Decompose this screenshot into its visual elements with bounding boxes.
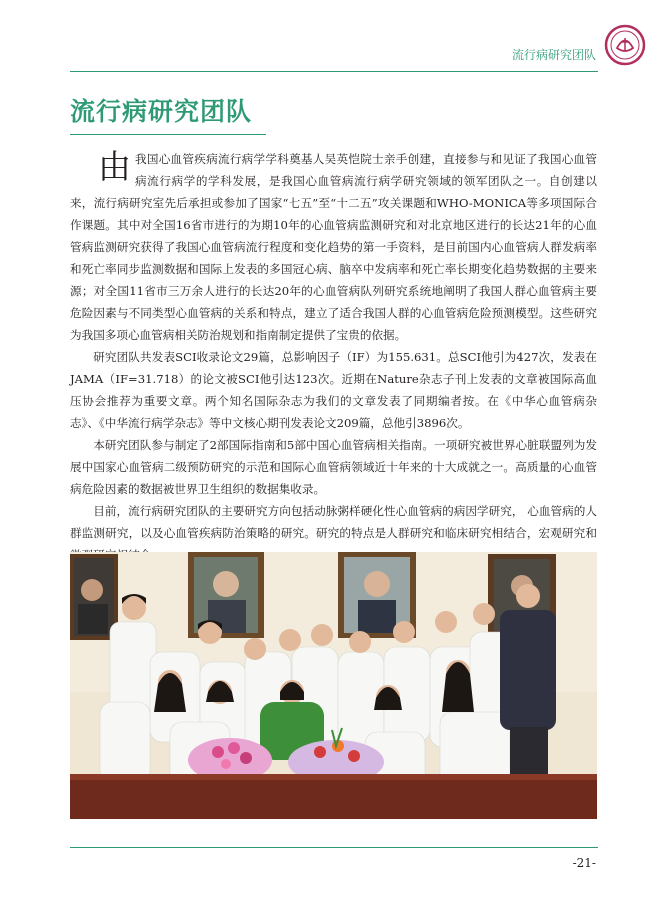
- dropcap: 由: [98, 147, 131, 186]
- title-underline: [70, 134, 266, 135]
- institution-seal-icon: [604, 24, 646, 66]
- paragraph-4: 目前，流行病研究团队的主要研究方向包括动脉粥样硬化性心血管病的病因学研究， 心血管病的人群监测研究，以及心血管疾病防治策略的研究。研究的特点是人群研究和临床研究相结合，宏观研究和: [70, 504, 597, 540]
- page-number: -21-: [572, 856, 596, 870]
- paragraph-1: 由我国心血管疾病流行病学学科奠基人吴英恺院士亲手创建，直接参与和见证了我国心血管病流行病学的学科发展，是我国心血管病流行病学研究领域的领军团队之一。自创建以来，流行病研究室先后承担或参加了国家“七五”至“十二五”攻关课题和WHO-MONICA等多项国际合作课题。其中对全国16省市进行的为期10年的心血管病监测研究和对北京地区进行的长达21年的心血管病监测研究获得了我国心血管病流行程度和变化趋势的第一手资料，是目前国内心血管病人群发病率和死亡率同步监测数据和国际上发表的多国冠心病、脑卒中发病率和死亡率长期变化趋势数据的主要来源；对全国11省市三万余人进行的长达20年的心血管病队列研究系统地阐明了我国人群心血管病主要危险因素与不同类型心血管病的关系和特点，建立了适合我国人群的心血管病危险预测模型。这些研究为我国多项心血管病相关防治规划和指南制定提供了宝贵的依据。: [70, 147, 597, 342]
- team-group-photo: [70, 552, 597, 819]
- portrait-frame: [70, 554, 118, 640]
- body-text: [70, 148, 597, 610]
- paragraph-2: 研究团队共发表SCI收录论文29篇，总影响因子（IF）为155.631。总SCI他引为427次，发表在JAMA（IF=31.718）的论文被SCI他引达123次。近期在Nature杂志子刊上发表的文章被国际高血压协会推荐为重要文章。两个知名国际杂志为我们的文章发表了同期编者按。在《中华心血管病杂志》、《中华流行病学杂志》等中文核心期刊发表论文209篇，总他引3896次。: [70, 350, 597, 430]
- page-title: 流行病研究团队: [70, 97, 253, 126]
- footer-rule: [70, 847, 598, 848]
- running-header: 流行病研究团队: [511, 48, 596, 62]
- header-rule: [70, 71, 598, 72]
- paragraph-3: 本研究团队参与制定了2部国际指南和5部中国心血管病相关指南。一项研究被世界心脏联盟列为发展中国家心血管病二级预防研究的示范和国际心血管病领域近十年来的十大成就之一。高质量的心血管病危险因素的数据被世界卫生组织的数据集收录。: [70, 438, 597, 496]
